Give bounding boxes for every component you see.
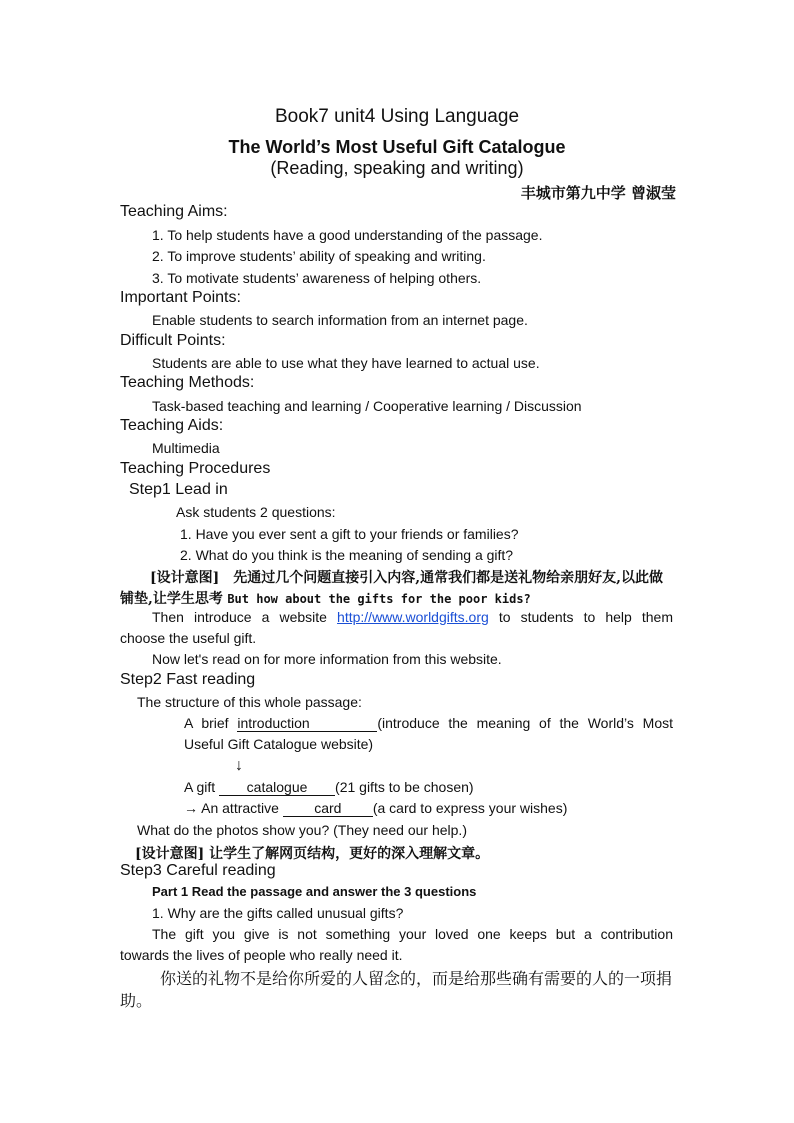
- chinese-answer-line1: 你送的礼物不是给你所爱的人留念的，而是给那些确有需要的人的一项捐: [160, 969, 673, 988]
- attractive-line: [184, 800, 567, 817]
- website-link[interactable]: http://www.worldgifts.org: [337, 609, 489, 625]
- heading-teaching-methods: Teaching Methods:: [120, 374, 255, 391]
- heading-step2: Step2 Fast reading: [120, 671, 256, 688]
- aids-text: Multimedia: [152, 440, 220, 456]
- heading-teaching-aids: Teaching Aids:: [120, 417, 224, 434]
- design-intent-1b-en: But how about the gifts for the poor kids?: [227, 592, 531, 606]
- aim-item: 1. To help students have a good understanding of the passage.: [152, 227, 543, 243]
- step1-question: 1. Have you ever sent a gift to your friends or families?: [180, 526, 519, 542]
- structure-line: The structure of this whole passage:: [137, 694, 362, 710]
- arrow-down-icon: ↓: [235, 757, 243, 774]
- part1-heading: Part 1 Read the passage and answer the 3 questions: [152, 884, 477, 899]
- heading-step1: Step1 Lead in: [129, 481, 228, 498]
- aim-item: 2. To improve students’ ability of speaking and writing.: [152, 248, 486, 264]
- important-text: Enable students to search information from an internet page.: [152, 312, 528, 328]
- attractive-label: An attractive: [201, 800, 279, 816]
- aim-item: 3. To motivate students’ awareness of helping others.: [152, 270, 482, 286]
- methods-text: Task-based teaching and learning / Cooperative learning / Discussion: [152, 398, 582, 414]
- design-intent-1a: [设计意图] 先通过几个问题直接引入内容,通常我们都是送礼物给亲朋好友,以此做: [150, 570, 663, 586]
- intro-line2: choose the useful gift.: [120, 630, 257, 646]
- gift-label: A gift: [184, 779, 216, 795]
- heading-important-points: Important Points:: [120, 289, 241, 306]
- attractive-blank: card: [283, 801, 373, 817]
- author: 丰城市第九中学 曾淑莹: [520, 184, 676, 202]
- intro-post: to students to help them: [498, 609, 674, 625]
- heading-difficult-points: Difficult Points:: [120, 332, 226, 349]
- answer-line1: The gift you give is not something your loved one keeps but a contribution: [152, 926, 673, 942]
- lesson-subtitle: (Reading, speaking and writing): [270, 158, 524, 178]
- design-intent-1b-cn: 铺垫,让学生思考: [120, 591, 223, 607]
- design-intent-1b: [120, 588, 531, 608]
- step3-question: 1. Why are the gifts called unusual gifts?: [152, 905, 404, 921]
- brief-line: [184, 715, 673, 732]
- arrow-right-icon: →: [184, 800, 198, 816]
- gift-note: (21 gifts to be chosen): [335, 779, 474, 795]
- heading-step3: Step3 Careful reading: [120, 862, 276, 879]
- brief-label: A brief: [184, 715, 229, 731]
- answer-line2: towards the lives of people who really need it.: [120, 947, 403, 963]
- chinese-answer-line2: 助。: [120, 991, 153, 1010]
- lesson-title: The World’s Most Useful Gift Catalogue: [228, 137, 566, 157]
- attractive-note: (a card to express your wishes): [372, 800, 568, 816]
- read-on: Now let's read on for more information from this website.: [152, 651, 502, 667]
- document-title: Book7 unit4 Using Language: [274, 106, 520, 127]
- step1-question: 2. What do you think is the meaning of sending a gift?: [180, 547, 514, 563]
- step1-ask: Ask students 2 questions:: [176, 504, 336, 520]
- design-intent-2: [设计意图] 让学生了解网页结构，更好的深入理解文章。: [135, 846, 490, 862]
- gift-blank: catalogue: [219, 780, 335, 796]
- brief-note-2: Useful Gift Catalogue website): [184, 736, 374, 752]
- intro-website-line: [152, 609, 673, 625]
- brief-note: (introduce the meaning of the World’s Most: [377, 715, 673, 731]
- heading-teaching-aims: Teaching Aims:: [120, 203, 228, 220]
- heading-teaching-procedures: Teaching Procedures: [120, 460, 271, 477]
- difficult-text: Students are able to use what they have learned to actual use.: [152, 355, 540, 371]
- intro-pre: Then introduce a website: [152, 609, 327, 625]
- gift-line: [184, 779, 474, 796]
- photos-line: What do the photos show you? (They need our help.): [137, 822, 467, 838]
- brief-blank: introduction: [237, 716, 377, 732]
